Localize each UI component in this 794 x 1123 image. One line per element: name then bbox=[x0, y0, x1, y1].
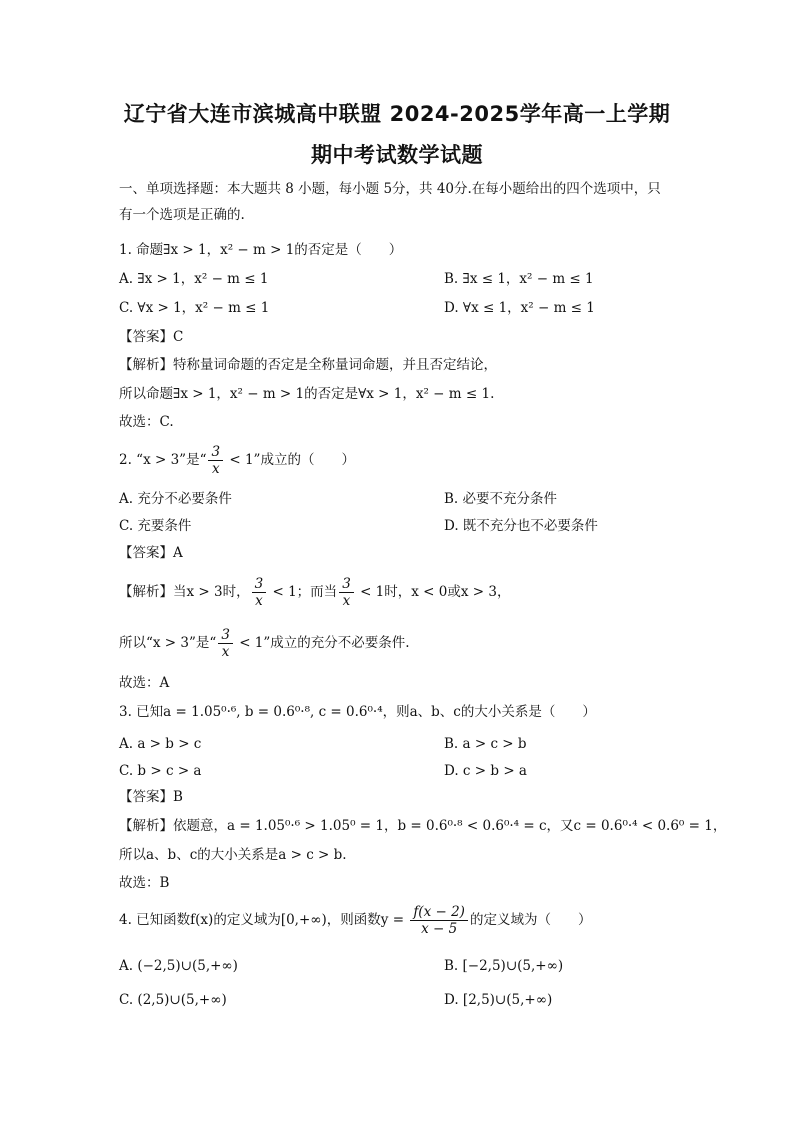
analysis-text: < 1；而当 bbox=[268, 584, 338, 600]
question-4-option-b: B. [−2,5)∪(5,+∞) bbox=[444, 958, 564, 974]
section-heading-line-1: 一、单项选择题：本大题共 8 小题，每小题 5分，共 40分.在每小题给出的四个选项中，只 bbox=[119, 181, 661, 197]
question-4-stem-suffix: 的定义域为（ ） bbox=[469, 912, 592, 928]
question-1-option-a: A. ∃x > 1，x² − m ≤ 1 bbox=[119, 271, 269, 287]
fraction-numerator: 3 bbox=[208, 444, 223, 461]
fraction-numerator: 3 bbox=[252, 576, 267, 593]
question-2-answer: 【答案】A bbox=[119, 545, 183, 561]
question-2-analysis-line-2 bbox=[119, 625, 719, 661]
fraction-denominator: x bbox=[221, 644, 230, 660]
question-3-option-c: C. b > c > a bbox=[119, 763, 202, 779]
analysis-fraction-1 bbox=[252, 576, 267, 609]
question-1-stem: 1. 命题∃x > 1，x² − m > 1的否定是（ ） bbox=[119, 242, 403, 258]
question-3-option-d: D. c > b > a bbox=[444, 763, 527, 779]
question-2-option-c: C. 充要条件 bbox=[119, 518, 192, 534]
question-1-analysis-line-3: 故选：C. bbox=[119, 414, 174, 430]
fraction-denominator: x − 5 bbox=[421, 921, 458, 937]
question-1-option-b: B. ∃x ≤ 1，x² − m ≤ 1 bbox=[444, 271, 594, 287]
question-2-stem-prefix: 2. “x > 3”是“ bbox=[119, 452, 207, 468]
fraction-numerator: 3 bbox=[218, 627, 233, 644]
fraction-numerator: 3 bbox=[339, 576, 354, 593]
fraction-denominator: x bbox=[342, 593, 351, 609]
question-1-answer: 【答案】C bbox=[119, 329, 184, 345]
question-4-option-a: A. (−2,5)∪(5,+∞) bbox=[119, 958, 238, 974]
document-title-line-2: 期中考试数学试题 bbox=[311, 143, 483, 167]
analysis-fraction-2 bbox=[339, 576, 354, 609]
question-2-analysis-line-3: 故选：A bbox=[119, 675, 170, 691]
question-3-analysis-line-2: 所以a、b、c的大小关系是a > c > b. bbox=[119, 847, 347, 863]
question-1-option-c: C. ∀x > 1，x² − m ≤ 1 bbox=[119, 300, 270, 316]
question-2-analysis-line-1 bbox=[119, 574, 719, 610]
analysis-fraction-3 bbox=[218, 627, 233, 660]
question-4-stem-prefix: 4. 已知函数f(x)的定义域为[0,+∞)，则函数y = bbox=[119, 912, 409, 928]
question-3-analysis-line-1: 【解析】依题意，a = 1.05⁰·⁶ > 1.05⁰ = 1，b = 0.6⁰·⁸ < 0.6⁰·⁴ = c，又c = 0.6⁰·⁴ < 0.6⁰ = 1， bbox=[119, 818, 727, 834]
question-4-fraction bbox=[410, 904, 468, 937]
question-2-option-b: B. 必要不充分条件 bbox=[444, 491, 558, 507]
analysis-text: 【解析】当x > 3时， bbox=[119, 584, 250, 600]
fraction-denominator: x bbox=[211, 461, 220, 477]
analysis-text: < 1时，x < 0或x > 3， bbox=[355, 584, 511, 600]
document-title-line-1: 辽宁省大连市滨城高中联盟 2024-2025学年高一上学期 bbox=[123, 102, 671, 126]
question-1-option-d: D. ∀x ≤ 1，x² − m ≤ 1 bbox=[444, 300, 595, 316]
question-4-option-d: D. [2,5)∪(5,+∞) bbox=[444, 992, 553, 1008]
question-2-fraction bbox=[208, 444, 223, 477]
fraction-numerator: f(x − 2) bbox=[410, 904, 468, 921]
question-1-analysis-line-2: 所以命题∃x > 1，x² − m > 1的否定是∀x > 1，x² − m ≤ 1. bbox=[119, 386, 495, 402]
question-4-stem bbox=[119, 900, 719, 940]
question-2-stem-suffix: < 1”成立的（ ） bbox=[225, 452, 355, 468]
question-1-analysis-line-1: 【解析】特称量词命题的否定是全称量词命题，并且否定结论， bbox=[119, 357, 497, 373]
question-3-analysis-line-3: 故选：B bbox=[119, 875, 170, 891]
question-2-stem bbox=[119, 442, 719, 478]
question-2-option-d: D. 既不充分也不必要条件 bbox=[444, 518, 598, 534]
fraction-denominator: x bbox=[255, 593, 263, 609]
question-3-answer: 【答案】B bbox=[119, 789, 183, 805]
question-4-option-c: C. (2,5)∪(5,+∞) bbox=[119, 992, 227, 1008]
question-3-stem: 3. 已知a = 1.05⁰·⁶, b = 0.6⁰·⁸, c = 0.6⁰·⁴，则a、b、c的大小关系是（ ） bbox=[119, 704, 596, 720]
section-heading-line-2: 有一个选项是正确的. bbox=[119, 207, 245, 223]
analysis-text: < 1”成立的充分不必要条件. bbox=[234, 635, 410, 651]
question-2-option-a: A. 充分不必要条件 bbox=[119, 491, 232, 507]
question-3-option-b: B. a > c > b bbox=[444, 736, 527, 752]
question-3-option-a: A. a > b > c bbox=[119, 736, 202, 752]
analysis-text: 所以“x > 3”是“ bbox=[119, 635, 217, 651]
